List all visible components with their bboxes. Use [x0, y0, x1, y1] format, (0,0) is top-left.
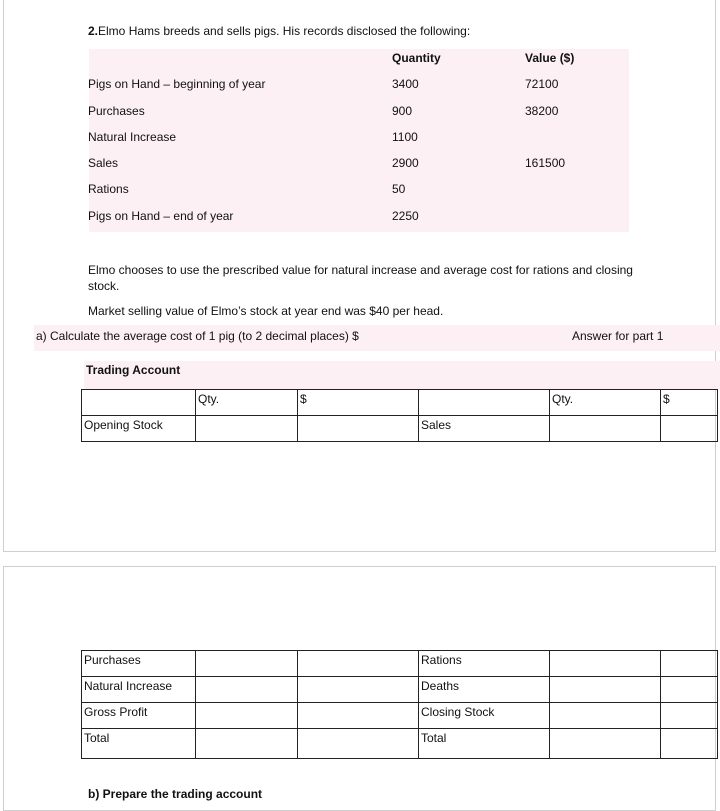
gross-profit-label: Gross Profit: [82, 703, 196, 729]
trading-account-table-bottom: [81, 650, 718, 759]
total-dollar-cell-left[interactable]: [298, 729, 419, 759]
document-page-1: [3, 0, 716, 552]
rations-label: Rations: [419, 651, 550, 677]
row-label: Pigs on Hand – end of year: [88, 209, 234, 223]
deaths-dollar-cell[interactable]: [661, 677, 718, 703]
row-label: Sales: [88, 156, 119, 170]
row-label: Purchases: [88, 104, 145, 118]
gross-profit-dollar-cell[interactable]: [298, 703, 419, 729]
quantity-header: Quantity: [392, 51, 441, 65]
row-value: 72100: [525, 77, 559, 91]
dollar-column-header: $: [298, 390, 419, 416]
dollar-column-header-right: $: [661, 390, 718, 416]
row-qty: 3400: [392, 77, 419, 91]
rations-dollar-cell[interactable]: [661, 651, 718, 677]
row-qty: 2250: [392, 209, 419, 223]
sales-label: Sales: [419, 416, 550, 442]
question-title: 2.Elmo Hams breeds and sells pigs. His records disclosed the following:: [88, 24, 471, 38]
qty-column-header: Qty.: [196, 390, 298, 416]
opening-stock-label: Opening Stock: [82, 416, 196, 442]
natural-increase-label: Natural Increase: [82, 677, 196, 703]
row-label: Pigs on Hand – beginning of year: [88, 77, 266, 91]
header-empty-cell: [419, 390, 550, 416]
header-empty-cell: [82, 390, 196, 416]
row-value: 38200: [525, 104, 559, 118]
natural-increase-qty-cell[interactable]: [196, 677, 298, 703]
total-label-left: Total: [82, 729, 196, 759]
part-a-answer-field[interactable]: Answer for part 1: [572, 329, 664, 343]
document-page-2: [3, 566, 716, 811]
closing-stock-qty-cell[interactable]: [550, 703, 661, 729]
opening-stock-dollar-cell[interactable]: [298, 416, 419, 442]
opening-stock-qty-cell[interactable]: [196, 416, 298, 442]
row-label: Rations: [88, 182, 129, 196]
part-a-prompt: a) Calculate the average cost of 1 pig (to 2 decimal places) $: [36, 329, 359, 343]
natural-increase-dollar-cell[interactable]: [298, 677, 419, 703]
value-header: Value ($): [525, 51, 575, 65]
gross-profit-qty-cell[interactable]: [196, 703, 298, 729]
row-value: 161500: [525, 156, 566, 170]
row-qty: 1100: [392, 130, 418, 144]
row-qty: 50: [392, 182, 406, 196]
part-b-prompt: b) Prepare the trading account: [88, 787, 263, 801]
total-qty-cell-left[interactable]: [196, 729, 298, 759]
total-qty-cell-right[interactable]: [550, 729, 661, 759]
deaths-qty-cell[interactable]: [550, 677, 661, 703]
market-value-paragraph: Market selling value of Elmo’s stock at year end was $40 per head.: [88, 304, 444, 318]
trading-account-table-top: [81, 389, 718, 442]
total-dollar-cell-right[interactable]: [661, 729, 718, 759]
closing-stock-dollar-cell[interactable]: [661, 703, 718, 729]
qty-column-header-right: Qty.: [550, 390, 661, 416]
part-a-question-row: [34, 325, 720, 351]
trading-account-title: Trading Account: [86, 363, 181, 377]
sales-dollar-cell[interactable]: [661, 416, 718, 442]
deaths-label: Deaths: [419, 677, 550, 703]
closing-stock-label: Closing Stock: [419, 703, 550, 729]
instruction-paragraph: Elmo chooses to use the prescribed value for natural increase and average cost for rations and closing stock.: [88, 263, 633, 293]
trading-account-title-band: [84, 361, 720, 389]
row-qty: 2900: [392, 156, 419, 170]
purchases-label: Purchases: [82, 651, 196, 677]
row-label: Natural Increase: [88, 130, 177, 144]
rations-qty-cell[interactable]: [550, 651, 661, 677]
total-label-right: Total: [419, 729, 550, 759]
purchases-qty-cell[interactable]: [196, 651, 298, 677]
purchases-dollar-cell[interactable]: [298, 651, 419, 677]
row-qty: 900: [392, 104, 413, 118]
sales-qty-cell[interactable]: [550, 416, 661, 442]
